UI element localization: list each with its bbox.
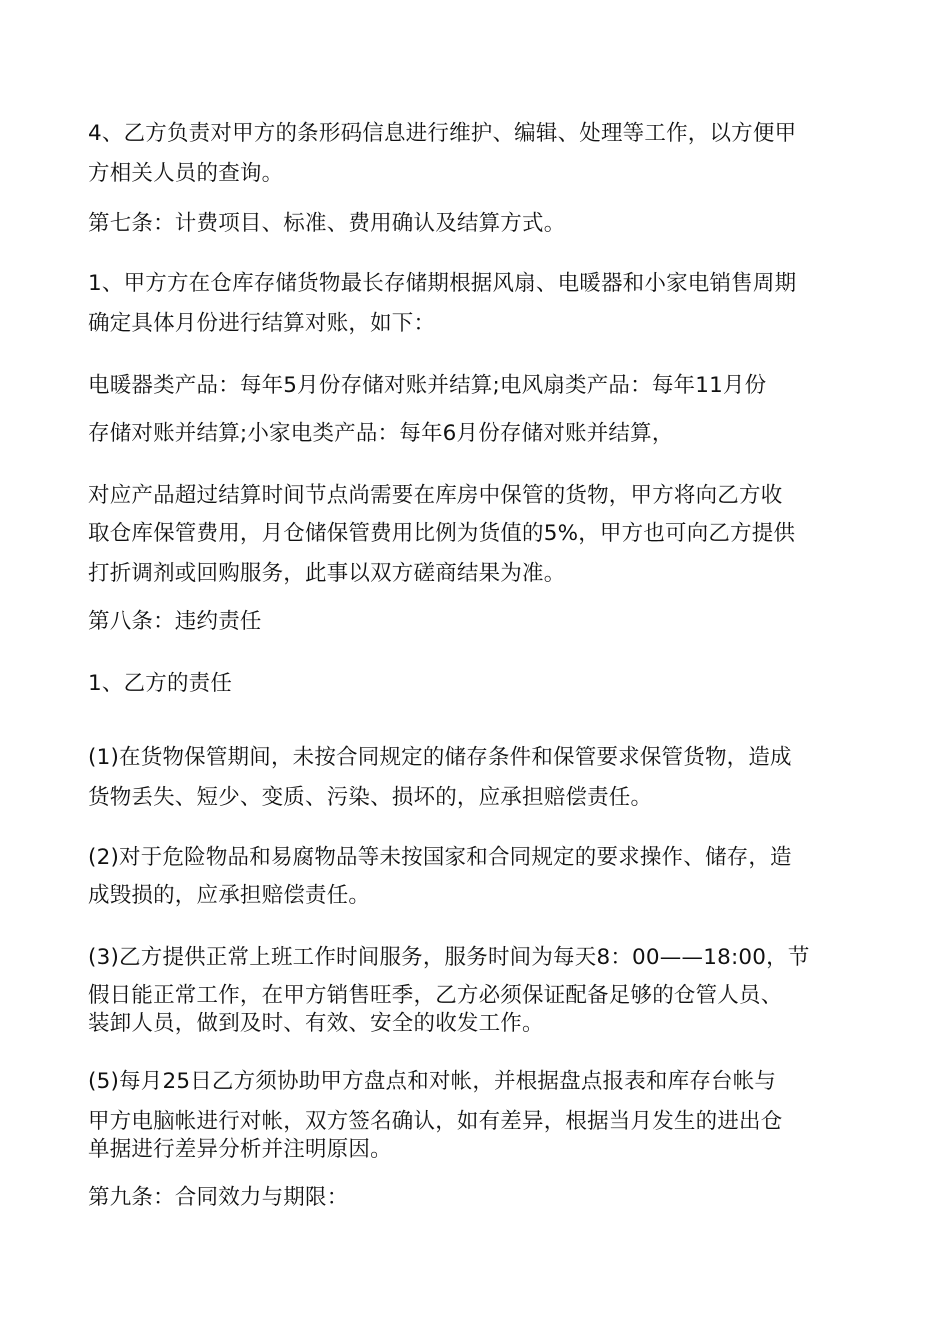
subheading-party-b-liability: 1、乙方的责任 <box>88 671 233 696</box>
text-line-5: 确定具体月份进行结算对账，如下： <box>88 311 436 336</box>
text-line-2: 方相关人员的查询。 <box>88 161 284 186</box>
text-line-14: 货物丢失、短少、变质、污染、损坏的，应承担赔偿责任。 <box>88 785 653 810</box>
text-line-21: 甲方电脑帐进行对帐，双方签名确认，如有差异，根据当月发生的进出仓 <box>88 1109 783 1134</box>
text-line-1: 4、乙方负责对甲方的条形码信息进行维护、编辑、处理等工作，以方便甲 <box>88 121 797 146</box>
section-heading-article-9: 第九条：合同效力与期限： <box>88 1185 349 1210</box>
text-line-16: 成毁损的，应承担赔偿责任。 <box>88 883 371 908</box>
text-line-9: 取仓库保管费用，月仓储保管费用比例为货值的5%，甲方也可向乙方提供 <box>88 521 796 546</box>
text-line-10: 打折调剂或回购服务，此事以双方磋商结果为准。 <box>88 561 566 586</box>
text-line-7: 存储对账并结算;小家电类产品：每年6月份存储对账并结算， <box>88 421 674 446</box>
section-heading-article-7: 第七条：计费项目、标准、费用确认及结算方式。 <box>88 211 566 236</box>
section-heading-article-8: 第八条：违约责任 <box>88 609 262 634</box>
text-line-17: (3)乙方提供正常上班工作时间服务，服务时间为每天8：00——18:00，节 <box>88 945 810 970</box>
text-line-15: (2)对于危险物品和易腐物品等未按国家和合同规定的要求操作、储存，造 <box>88 845 792 870</box>
text-line-6: 电暖器类产品：每年5月份存储对账并结算;电风扇类产品：每年11月份 <box>88 373 767 398</box>
text-line-22: 单据进行差异分析并注明原因。 <box>88 1137 392 1162</box>
text-line-19: 装卸人员，做到及时、有效、安全的收发工作。 <box>88 1011 544 1036</box>
text-line-4: 1、甲方方在仓库存储货物最长存储期根据风扇、电暖器和小家电销售周期 <box>88 271 797 296</box>
text-line-18: 假日能正常工作，在甲方销售旺季，乙方必须保证配备足够的仓管人员、 <box>88 983 783 1008</box>
text-line-20: (5)每月25日乙方须协助甲方盘点和对帐，并根据盘点报表和库存台帐与 <box>88 1069 777 1094</box>
text-line-8: 对应产品超过结算时间节点尚需要在库房中保管的货物，甲方将向乙方收 <box>88 483 783 508</box>
text-line-13: (1)在货物保管期间，未按合同规定的储存条件和保管要求保管货物，造成 <box>88 745 792 770</box>
